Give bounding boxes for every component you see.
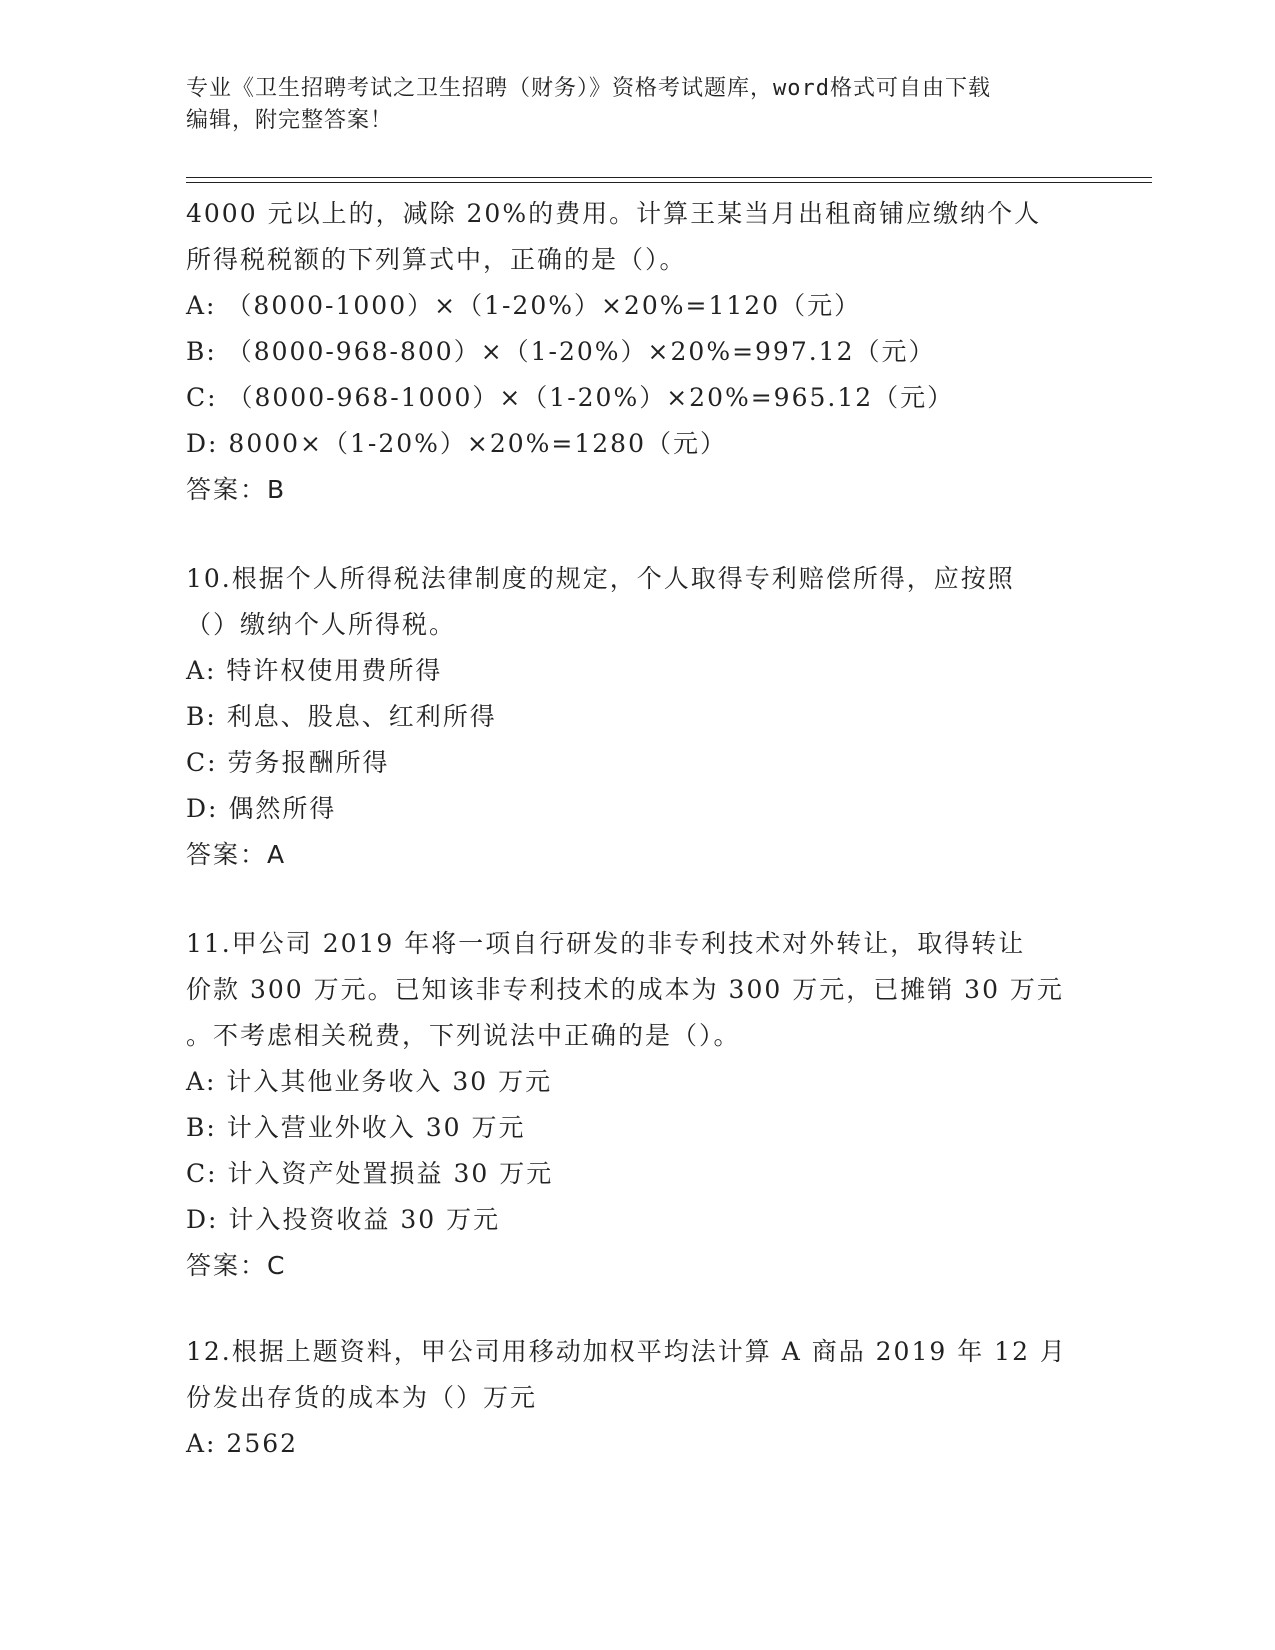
question-text-line: （）缴纳个人所得税。 [186,610,457,639]
question-text-line: 所得税税额的下列算式中，正确的是（）。 [186,245,687,274]
answer-line: 答案：C [186,1251,287,1280]
option-c: C: （8000-968-1000）×（1-20%）×20%=965.12（元） [186,383,955,412]
option-a: A: 计入其他业务收入 30 万元 [186,1067,553,1096]
option-b: B: （8000-968-800）×（1-20%）×20%=997.12（元） [186,337,936,366]
option-c: C: 劳务报酬所得 [186,748,390,777]
option-a: A: 特许权使用费所得 [186,656,443,685]
spacer [186,513,1086,556]
question-text-line: 价款 300 万元。已知该非专利技术的成本为 300 万元，已摊销 30 万元 [186,975,1064,1004]
header-divider-top [186,177,1152,178]
option-c: C: 计入资产处置损益 30 万元 [186,1159,554,1188]
question-text-line: 11.甲公司 2019 年将一项自行研发的非专利技术对外转让，取得转让 [186,929,1026,958]
question-text-line: 10.根据个人所得税法律制度的规定，个人取得专利赔偿所得，应按照 [186,564,1015,593]
answer-line: 答案：B [186,475,287,504]
question-11 [186,921,1086,1289]
header-line-1: 专业《卫生招聘考试之卫生招聘（财务）》资格考试题库，word格式可自由下载 [186,76,991,101]
question-text-line: 12.根据上题资料，甲公司用移动加权平均法计算 A 商品 2019 年 12 月 [186,1337,1067,1366]
spacer [186,1289,1086,1329]
option-b: B: 利息、股息、红利所得 [186,702,497,731]
document-header [186,73,1086,137]
option-a: A: （8000-1000）×（1-20%）×20%=1120（元） [186,291,862,320]
question-12 [186,1329,1086,1467]
question-9 [186,191,1086,513]
question-text-line: 份发出存货的成本为（）万元 [186,1383,538,1412]
option-d: D: 计入投资收益 30 万元 [186,1205,501,1234]
header-divider-bottom [186,182,1152,183]
question-text-line: 。不考虑相关税费，下列说法中正确的是（）。 [186,1021,741,1050]
spacer [186,878,1086,921]
answer-line: 答案：A [186,840,287,869]
document-body [186,191,1086,1467]
option-d: D: 偶然所得 [186,794,337,823]
question-10 [186,556,1086,878]
option-a: A: 2562 [186,1429,299,1458]
header-line-2: 编辑，附完整答案！ [186,108,394,133]
option-d: D: 8000×（1-20%）×20%=1280（元） [186,429,727,458]
option-b: B: 计入营业外收入 30 万元 [186,1113,526,1142]
question-text-line: 4000 元以上的，减除 20%的费用。计算王某当月出租商铺应缴纳个人 [186,199,1042,228]
